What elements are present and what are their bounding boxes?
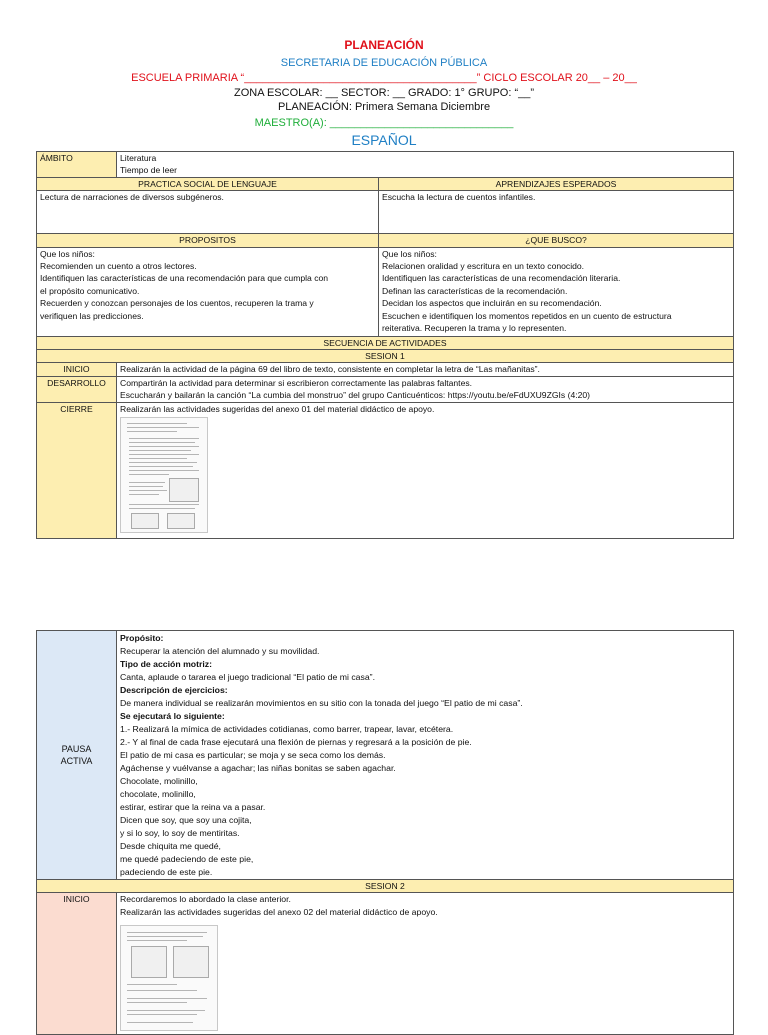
pausa-activa-text: Propósito: Recuperar la atención del alumnado y su movilidad. Tipo de acción motriz: Canta, aplaude o tararea el juego tradicional “El patio de mi casa”. Descripción de ejercicios: De manera individual se realizarán movimientos en su sitio con la tonada del juego “El patio de mi casa”. Se ejecutará lo siguiente: 1.- Realizará la mímica de actividades cotidianas, como barrer, trapear, lavar, etcétera. 2.- Y al final de cada frase ejecutará una flexión de piernas y regresará a la posición de pie. El patio de mi casa es particular; se moja y se seca como los demás. Agáchense y vuélvanse a agachar; las niñas bonitas se saben agachar. Chocolate, molinillo, chocolate, molinillo, estirar, estirar que la reina va a pasar. Dicen que soy, que soy una cojita, y si lo soy, lo soy de mentiritas. Desde chiquita me quedé, me quedé padeciendo de este pie, padeciendo de este pie. (117, 631, 734, 880)
secuencia-header: SECUENCIA DE ACTIVIDADES (37, 336, 734, 349)
sesion2-inicio-line-1: Recordaremos lo abordado la clase anterior. (120, 894, 291, 905)
planning-table-1 (36, 151, 734, 539)
cierre-cell (117, 402, 734, 538)
sesion2-inicio-cell (117, 893, 734, 1035)
subject-title: ESPAÑOL (351, 132, 417, 148)
que-busco-text: Que los niños: Relacionen oralidad y escritura en un texto conocido. Identifiquen las características de una recomendación literaria. Definan las características de la recomendación. Decidan los aspectos que incluirán en su recomendación. Escuchen e identifiquen los momentos repetidos en un cuento de estructura reiterativa. Recuperen la trama y lo representen. (379, 247, 734, 336)
practica-text: Lectura de narraciones de diversos subgéneros. (37, 191, 379, 234)
desarrollo-text: Compartirán la actividad para determinar si escribieron correctamente las palabras faltantes. Escucharán y bailarán la canción “La cumbia del monstruo” del grupo Canticuénticos: https://youtu.be/eFdUXU9ZGIs (4:20) (117, 376, 734, 402)
que-busco-header: ¿QUE BUSCO? (379, 234, 734, 247)
planning-table-2 (36, 630, 734, 1035)
ambito-label: ÁMBITO (37, 152, 117, 178)
aprendizajes-text: Escucha la lectura de cuentos infantiles. (379, 191, 734, 234)
desarrollo-label: DESARROLLO (37, 376, 117, 402)
maestro-line: MAESTRO(A): ______________________________ (254, 117, 514, 129)
escuela-line: ESCUELA PRIMARIA “______________________________________” CICLO ESCOLAR 20__ – 20__ (131, 72, 637, 84)
anexo-01-thumbnail (120, 417, 208, 533)
sesion2-inicio-label: INICIO (37, 893, 117, 1035)
cierre-text: Realizarán las actividades sugeridas del anexo 01 del material didáctico de apoyo. (120, 403, 435, 414)
inicio-label: INICIO (37, 363, 117, 376)
propositos-header: PROPOSITOS (37, 234, 379, 247)
sesion2-header: SESION 2 (37, 880, 734, 893)
aprendizajes-header: APRENDIZAJES ESPERADOS (379, 177, 734, 190)
sesion1-header: SESION 1 (37, 350, 734, 363)
propositos-text: Que los niños: Recomienden un cuento a otros lectores. Identifiquen las características de una recomendación para que cumpla con el propósito comunicativo. Recuerden y conozcan personajes de los cuentos, recuperen la trama y verifiquen las predicciones. (37, 247, 379, 336)
planeacion-line: PLANEACIÓN: Primera Semana Diciembre (277, 101, 491, 113)
anexo-02-thumbnail (120, 925, 218, 1031)
ambito-values: Literatura Tiempo de leer (117, 152, 734, 178)
zona-line: ZONA ESCOLAR: __ SECTOR: __ GRADO: 1° GRUPO: “__” (233, 87, 535, 99)
secretaria-line: SECRETARIA DE EDUCACIÓN PÚBLICA (280, 57, 488, 69)
sesion2-inicio-line-2: Realizarán las actividades sugeridas del anexo 02 del material didáctico de apoyo. (120, 907, 438, 918)
pausa-activa-label: PAUSA ACTIVA (37, 631, 117, 880)
doc-title: PLANEACIÓN (344, 38, 424, 52)
inicio-text: Realizarán la actividad de la página 69 del libro de texto, consistente en completar la letra de “Las mañanitas”. (117, 363, 734, 376)
cierre-label: CIERRE (37, 402, 117, 538)
practica-header: PRACTICA SOCIAL DE LENGUAJE (37, 177, 379, 190)
